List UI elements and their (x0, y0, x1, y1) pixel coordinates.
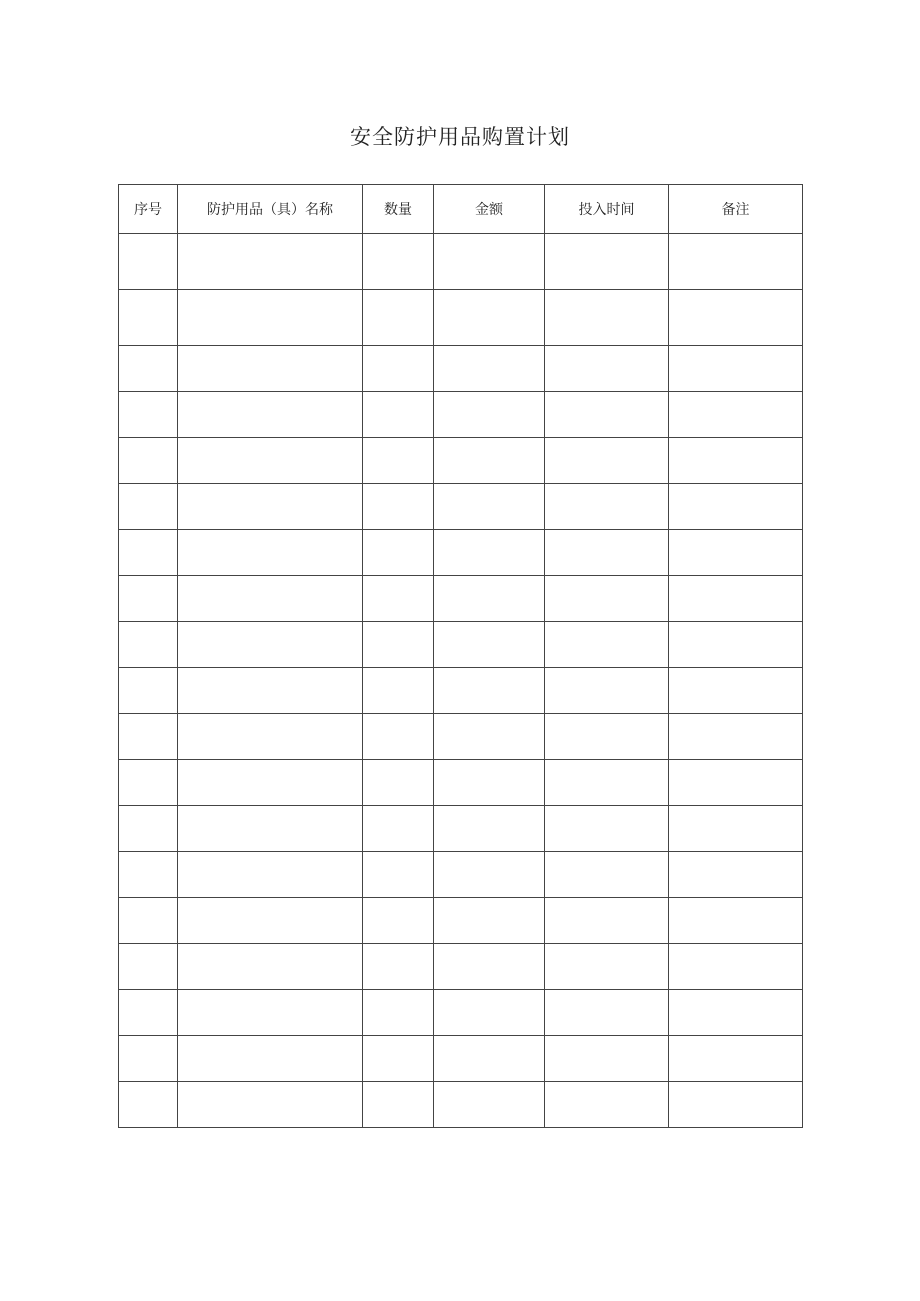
cell-quantity (363, 944, 434, 990)
cell-quantity (363, 346, 434, 392)
table-row (119, 576, 803, 622)
cell-quantity (363, 290, 434, 346)
cell-serial-number (119, 944, 178, 990)
cell-quantity (363, 806, 434, 852)
cell-input-time (545, 990, 669, 1036)
cell-input-time (545, 234, 669, 290)
cell-remarks (669, 234, 803, 290)
page-title: 安全防护用品购置计划 (350, 125, 570, 149)
cell-quantity (363, 898, 434, 944)
cell-remarks (669, 1082, 803, 1128)
cell-input-time (545, 622, 669, 668)
header-input-time: 投入时间 (545, 185, 669, 234)
cell-input-time (545, 806, 669, 852)
cell-item-name (178, 438, 363, 484)
table-row (119, 1036, 803, 1082)
cell-serial-number (119, 484, 178, 530)
cell-remarks (669, 944, 803, 990)
cell-remarks (669, 290, 803, 346)
cell-amount (434, 234, 545, 290)
cell-remarks (669, 990, 803, 1036)
table-header-row (119, 185, 803, 234)
cell-remarks (669, 530, 803, 576)
table-body (119, 234, 803, 1128)
cell-item-name (178, 714, 363, 760)
cell-item-name (178, 484, 363, 530)
cell-quantity (363, 1082, 434, 1128)
cell-remarks (669, 898, 803, 944)
cell-item-name (178, 346, 363, 392)
cell-amount (434, 346, 545, 392)
header-amount: 金额 (434, 185, 545, 234)
header-quantity: 数量 (363, 185, 434, 234)
cell-remarks (669, 576, 803, 622)
cell-quantity (363, 622, 434, 668)
cell-input-time (545, 898, 669, 944)
table-row (119, 290, 803, 346)
cell-item-name (178, 990, 363, 1036)
cell-item-name (178, 760, 363, 806)
cell-item-name (178, 806, 363, 852)
cell-item-name (178, 1082, 363, 1128)
cell-amount (434, 944, 545, 990)
cell-remarks (669, 392, 803, 438)
cell-amount (434, 1036, 545, 1082)
cell-quantity (363, 852, 434, 898)
cell-item-name (178, 530, 363, 576)
cell-input-time (545, 346, 669, 392)
cell-input-time (545, 392, 669, 438)
cell-input-time (545, 1036, 669, 1082)
cell-serial-number (119, 714, 178, 760)
cell-input-time (545, 852, 669, 898)
cell-serial-number (119, 530, 178, 576)
cell-amount (434, 714, 545, 760)
table-row (119, 898, 803, 944)
cell-input-time (545, 576, 669, 622)
cell-serial-number (119, 392, 178, 438)
cell-amount (434, 898, 545, 944)
cell-serial-number (119, 1082, 178, 1128)
cell-serial-number (119, 898, 178, 944)
cell-input-time (545, 484, 669, 530)
cell-remarks (669, 852, 803, 898)
cell-input-time (545, 668, 669, 714)
table-row (119, 234, 803, 290)
cell-amount (434, 290, 545, 346)
cell-item-name (178, 852, 363, 898)
cell-serial-number (119, 852, 178, 898)
cell-remarks (669, 484, 803, 530)
cell-amount (434, 530, 545, 576)
cell-input-time (545, 760, 669, 806)
table-row (119, 852, 803, 898)
table-row (119, 438, 803, 484)
cell-quantity (363, 1036, 434, 1082)
cell-serial-number (119, 990, 178, 1036)
cell-item-name (178, 576, 363, 622)
cell-amount (434, 806, 545, 852)
header-remarks: 备注 (669, 185, 803, 234)
cell-quantity (363, 760, 434, 806)
cell-remarks (669, 622, 803, 668)
cell-item-name (178, 944, 363, 990)
cell-amount (434, 392, 545, 438)
cell-serial-number (119, 760, 178, 806)
table-row (119, 484, 803, 530)
table-row (119, 760, 803, 806)
cell-serial-number (119, 1036, 178, 1082)
table-row (119, 806, 803, 852)
cell-input-time (545, 714, 669, 760)
cell-input-time (545, 944, 669, 990)
cell-serial-number (119, 806, 178, 852)
cell-serial-number (119, 576, 178, 622)
cell-serial-number (119, 668, 178, 714)
table-row (119, 944, 803, 990)
table-row (119, 346, 803, 392)
table-row (119, 530, 803, 576)
cell-remarks (669, 668, 803, 714)
cell-quantity (363, 484, 434, 530)
cell-amount (434, 852, 545, 898)
cell-remarks (669, 438, 803, 484)
cell-item-name (178, 622, 363, 668)
cell-amount (434, 760, 545, 806)
cell-amount (434, 990, 545, 1036)
cell-quantity (363, 530, 434, 576)
cell-quantity (363, 392, 434, 438)
cell-amount (434, 576, 545, 622)
cell-remarks (669, 346, 803, 392)
header-item-name: 防护用品（具）名称 (178, 185, 363, 234)
cell-amount (434, 668, 545, 714)
cell-item-name (178, 392, 363, 438)
purchase-plan-table (118, 184, 803, 1128)
cell-input-time (545, 438, 669, 484)
table-row (119, 990, 803, 1036)
cell-item-name (178, 290, 363, 346)
cell-quantity (363, 668, 434, 714)
cell-item-name (178, 898, 363, 944)
table-row (119, 392, 803, 438)
cell-quantity (363, 438, 434, 484)
cell-quantity (363, 576, 434, 622)
cell-amount (434, 1082, 545, 1128)
cell-remarks (669, 760, 803, 806)
cell-amount (434, 484, 545, 530)
cell-remarks (669, 714, 803, 760)
cell-quantity (363, 990, 434, 1036)
cell-serial-number (119, 438, 178, 484)
cell-input-time (545, 1082, 669, 1128)
cell-serial-number (119, 622, 178, 668)
cell-serial-number (119, 290, 178, 346)
cell-serial-number (119, 346, 178, 392)
cell-item-name (178, 668, 363, 714)
cell-input-time (545, 290, 669, 346)
cell-quantity (363, 234, 434, 290)
cell-item-name (178, 1036, 363, 1082)
table-row (119, 668, 803, 714)
cell-remarks (669, 1036, 803, 1082)
table-row (119, 1082, 803, 1128)
cell-input-time (545, 530, 669, 576)
cell-remarks (669, 806, 803, 852)
header-serial-number: 序号 (119, 185, 178, 234)
cell-quantity (363, 714, 434, 760)
table-row (119, 622, 803, 668)
table-row (119, 714, 803, 760)
cell-amount (434, 622, 545, 668)
cell-serial-number (119, 234, 178, 290)
cell-item-name (178, 234, 363, 290)
cell-amount (434, 438, 545, 484)
